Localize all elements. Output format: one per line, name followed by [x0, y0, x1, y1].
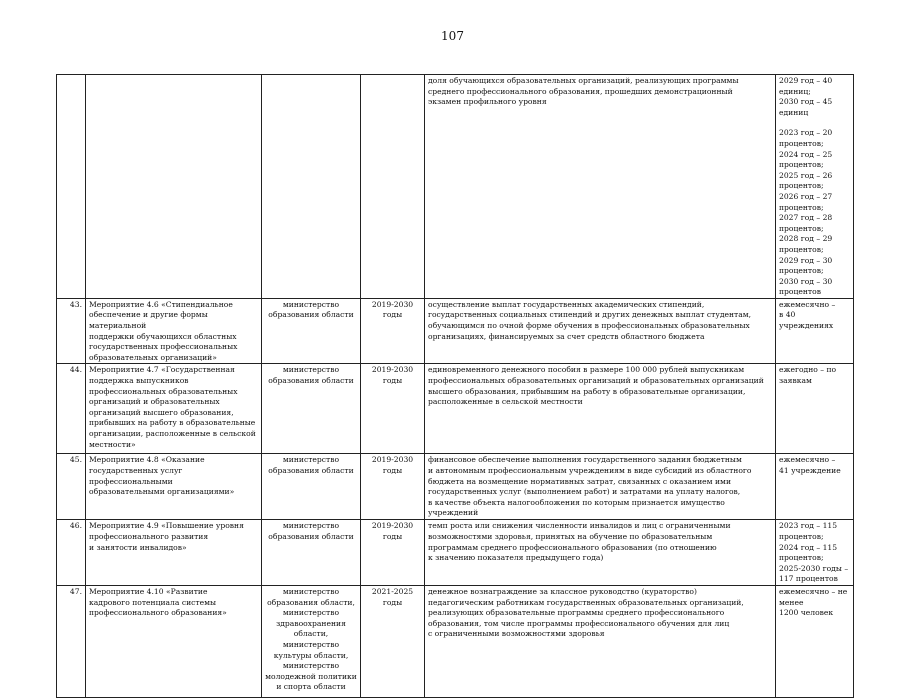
indicator-description: доля обучающихся образовательных организаций, реализующих программы среднего профессионального образования, прошедших демонстрационный экзамен профильного уровня	[425, 75, 776, 299]
responsible-executor	[262, 75, 361, 299]
table-row	[57, 298, 854, 364]
indicator-value-block: 2023 год – 20 процентов; 2024 год – 25 процентов; 2025 год – 26 процентов; 2026 год – 27 процентов; 2027 год – 28 процентов; 2028 год – 29 процентов; 2029 год – 30 процентов; 2030 год – 30 процентов	[779, 128, 833, 297]
implementation-period: 2019-2030 годы	[361, 364, 425, 454]
measure-name: Мероприятие 4.8 «Оказание государственных услуг профессиональными образовательными организациями»	[86, 454, 262, 520]
measures-table	[56, 74, 854, 698]
indicator-value	[776, 364, 854, 454]
table-row	[57, 454, 854, 520]
indicator-value-block: ежемесячно – в 40 учреждениях	[779, 299, 836, 331]
row-number: 46.	[57, 520, 86, 586]
indicator-value	[776, 454, 854, 520]
responsible-executor: министерство образования области	[262, 298, 361, 364]
responsible-executor: министерство образования области	[262, 520, 361, 586]
measure-name: Мероприятие 4.9 «Повышение уровня профессионального развития и занятости инвалидов»	[86, 520, 262, 586]
measure-name: Мероприятие 4.10 «Развитие кадрового потенциала системы профессионального образования»	[86, 586, 262, 698]
indicator-value-block: ежемесячно – не менее 1200 человек	[779, 587, 848, 618]
indicator-value-block: 2023 год – 115 процентов; 2024 год – 115 процентов; 2025-2030 годы – 117 процентов	[779, 521, 849, 584]
indicator-description: единовременного денежного пособия в размере 100 000 рублей выпускникам профессиональных образовательных организаций и образовательных организаций высшего образования, прибывшим на работу в образовательные организации, расположенные в сельской местности	[425, 364, 776, 454]
indicator-value-block: ежегодно – по заявкам	[779, 365, 837, 386]
indicator-description: осуществление выплат государственных академических стипендий, государственных социальных стипендий и других денежных выплат студентам, обучающимся по очной форме обучения в профессиональных образовательных организациях, финансируемых за счет средств областного бюджета	[425, 298, 776, 364]
responsible-executor: министерство образования области	[262, 454, 361, 520]
indicator-value	[776, 75, 854, 299]
responsible-executor: министерство образования области, министерство здравоохранения области, министерство культуры области, министерство молодежной политики и спорта области	[262, 586, 361, 698]
measure-name: Мероприятие 4.6 «Стипендиальное обеспечение и другие формы материальной поддержки обучающихся областных государственных профессиональных образовательных организаций»	[86, 298, 262, 364]
table-row	[57, 520, 854, 586]
implementation-period: 2019-2030 годы	[361, 454, 425, 520]
measure-name	[86, 75, 262, 299]
indicator-value-block: ежемесячно – 41 учреждение	[779, 455, 841, 476]
row-number: 44.	[57, 364, 86, 454]
page-number: 107	[441, 29, 464, 43]
table-row	[57, 586, 854, 698]
row-number	[57, 75, 86, 299]
indicator-value	[776, 298, 854, 364]
indicator-value	[776, 520, 854, 586]
indicator-description: темп роста или снижения численности инвалидов и лиц с ограниченными возможностями здоровья, принятых на обучение по образовательным программам среднего профессионального образования (по отношению к значению показателя предыдущего года)	[425, 520, 776, 586]
table-row	[57, 364, 854, 454]
implementation-period	[361, 75, 425, 299]
responsible-executor: министерство образования области	[262, 364, 361, 454]
implementation-period: 2019-2030 годы	[361, 520, 425, 586]
row-number: 47.	[57, 586, 86, 698]
implementation-period: 2021-2025 годы	[361, 586, 425, 698]
indicator-value	[776, 586, 854, 698]
indicator-description: денежное вознаграждение за классное руководство (кураторство) педагогическим работникам государственных образовательных организаций, реализующих образовательные программы среднего профессионального образования, том числе программы профессионального обучения для лиц с ограниченными возможностями здоровья	[425, 586, 776, 698]
table-row	[57, 75, 854, 299]
row-number: 45.	[57, 454, 86, 520]
indicator-description: финансовое обеспечение выполнения государственного задания бюджетным и автономным профессиональным учреждениям в виде субсидий из областного бюджета на возмещение нормативных затрат, связанных с оказанием ими государственных услуг (выполнением работ) и затратами на уплату налогов, в качестве объекта налогообложения по которым признается имущество учреждений	[425, 454, 776, 520]
measure-name: Мероприятие 4.7 «Государственная поддержка выпускников профессиональных образовательных организаций и образовательных организаций высшего образования, прибывших на работу в образовательные организации, расположенные в сельской местности»	[86, 364, 262, 454]
row-number: 43.	[57, 298, 86, 364]
implementation-period: 2019-2030 годы	[361, 298, 425, 364]
indicator-value-block: 2029 год – 40 единиц; 2030 год – 45 единиц	[779, 76, 833, 117]
